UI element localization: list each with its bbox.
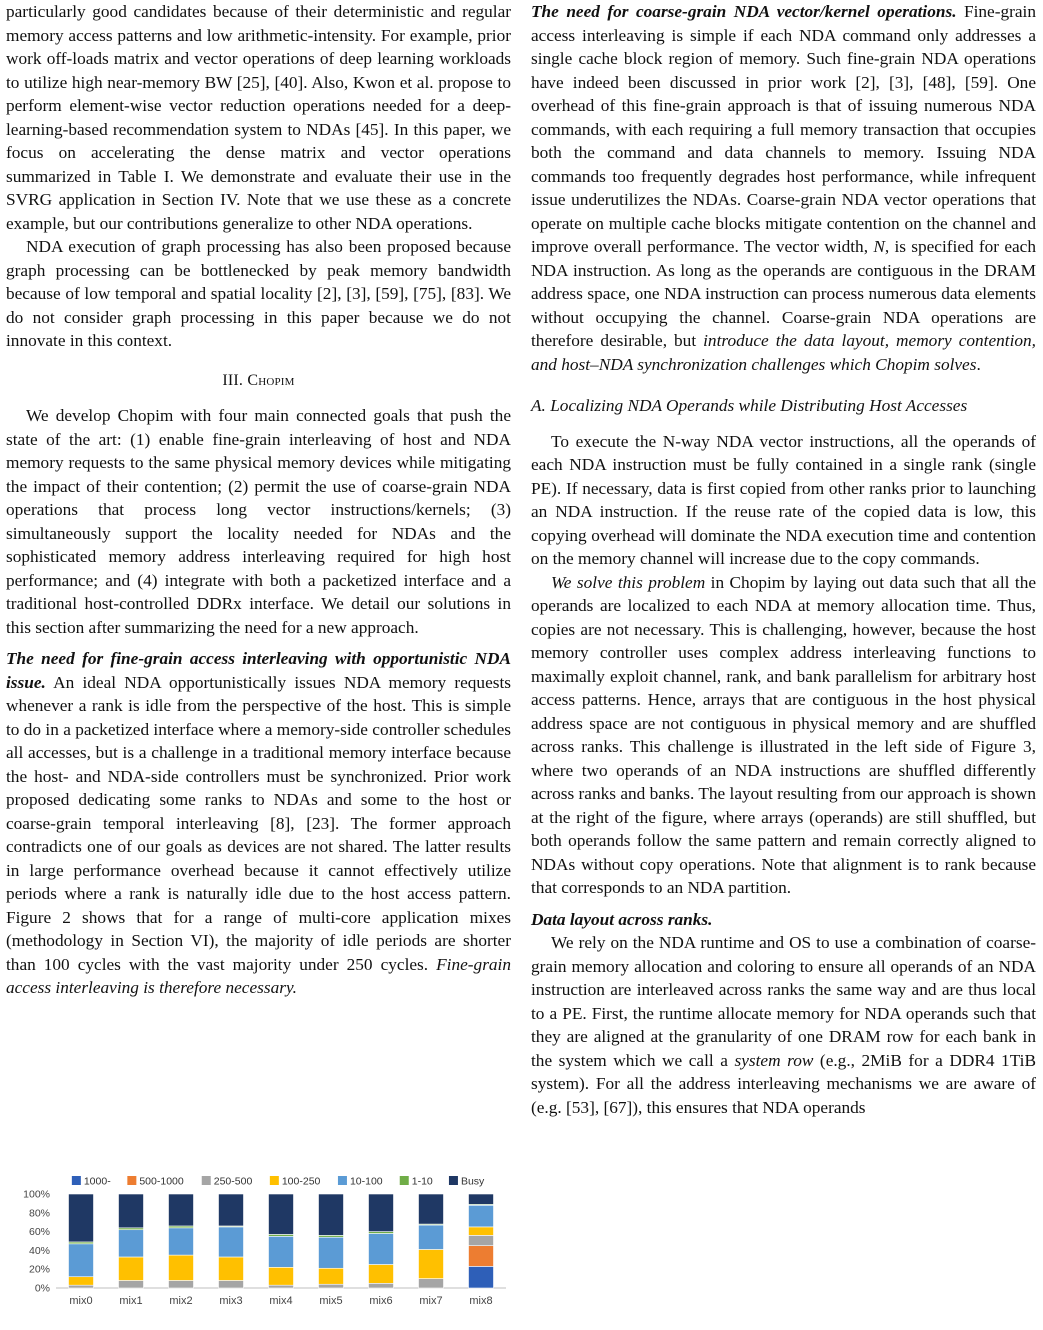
- paragraph-text: , is specified for each NDA instruction. As long as the operands are contiguous in the DRAM address space, one NDA instruction can process numerous data elements without occupying the channel. Coarse-grain NDA operations are therefore desirable, but: [531, 237, 1036, 350]
- x-tick-label: mix5: [319, 1295, 343, 1307]
- legend-swatch: [202, 1176, 211, 1185]
- bar-segment: [119, 1280, 144, 1288]
- subsection-heading: A. Localizing NDA Operands while Distributing Host Accesses: [531, 396, 968, 415]
- paragraph: [531, 0, 1036, 376]
- paragraph-heading: The need for fine-grain access interleaving with opportunistic NDA issue.: [6, 649, 511, 692]
- y-tick-label: 100%: [23, 1188, 50, 1201]
- bar-segment: [169, 1194, 194, 1226]
- paragraph: [531, 571, 1036, 900]
- emphasis: introduce the data layout, memory contention, and host–NDA synchronization challenges which Chopim solves: [531, 331, 1036, 374]
- paragraph: NDA execution of graph processing has also been proposed because graph processing can be bottlenecked by peak memory bandwidth because of low temporal and spatial locality [2], [3], [59], [75], [83]. We do not consider graph processing in this paper because we do not innovate in this context.: [6, 237, 511, 350]
- bar-segment: [219, 1227, 244, 1257]
- bar-segment: [369, 1283, 394, 1288]
- x-tick-label: mix8: [469, 1295, 493, 1307]
- legend-label: 10-100: [349, 1175, 383, 1188]
- legend-label: Busy: [460, 1175, 485, 1188]
- bar-segment: [269, 1236, 294, 1267]
- bar-segment: [469, 1205, 494, 1227]
- bar-segment: [119, 1194, 144, 1228]
- paragraph: We develop Chopim with four main connected goals that push the state of the art: (1) enable fine-grain interleaving of host and NDA memory requests to the same physical memory devices while mitigating the impact of their contention; (2) permit the use of coarse-grain NDA operations that process long vector instructions/kernels; (3) simultaneously support the locality needed for NDAs and the sophisticated memory address interleaving required for high host performance; and (4) integrate with both a packetized interface and a traditional host-controlled DDRx interface. We detail our solutions in this section after summarizing the need for a new approach.: [6, 406, 511, 637]
- bar-segment: [419, 1249, 444, 1278]
- paragraph-heading: The need for coarse-grain NDA vector/kernel operations.: [531, 2, 957, 21]
- x-tick-label: mix1: [119, 1295, 143, 1307]
- bar-segment: [69, 1285, 94, 1288]
- legend-label: 1-10: [411, 1175, 433, 1188]
- paragraph-text: Fine-grain access interleaving is simple if each NDA command only addresses a single cache block region of memory. Such fine-grain NDA operations have indeed been discussed in prior work [2], [3], [48], [59]. One overhead of this fine-grain approach is that of issuing numerous NDA commands, with each requiring a full memory transaction that occupies both the command and data channels to memory. Issuing NDA commands too frequently degrades host performance, while infrequent issue underutilizes the NDAs. Coarse-grain NDA vector operations that operate on multiple cache blocks mitigate contention on the channel and improve overall performance. The vector width,: [531, 2, 1036, 256]
- bar-segment: [369, 1265, 394, 1284]
- section-number: III.: [222, 371, 244, 389]
- bar-segment: [419, 1194, 444, 1224]
- x-tick-label: mix3: [219, 1295, 243, 1307]
- legend-label: 100-250: [281, 1175, 321, 1188]
- paragraph: [531, 908, 1036, 932]
- emphasis: Fine-grain access interleaving is therefore necessary.: [6, 954, 511, 997]
- paragraph-text: (e.g., 2MiB for a DDR4 1TiB system). For all the address interleaving mechanisms we are aware of (e.g. [53], [67]), this ensures that NDA operands: [531, 1050, 1036, 1117]
- bar-segment: [469, 1194, 494, 1204]
- bar-segment: [319, 1194, 344, 1235]
- bar-segment: [269, 1285, 294, 1288]
- bar-segment: [219, 1280, 244, 1288]
- bar-segment: [369, 1194, 394, 1232]
- section-title: Chopim: [247, 371, 295, 389]
- bar-segment: [319, 1237, 344, 1268]
- bar-segment: [269, 1267, 294, 1285]
- x-tick-label: mix6: [369, 1295, 393, 1307]
- stacked-bar-chart: [6, 1168, 511, 1325]
- bar-segment: [69, 1277, 94, 1285]
- bar-segment: [319, 1284, 344, 1288]
- bar-segment: [69, 1194, 94, 1242]
- y-tick-label: 0%: [34, 1282, 50, 1295]
- legend-swatch: [270, 1176, 279, 1185]
- bar-segment: [169, 1280, 194, 1288]
- y-tick-label: 80%: [28, 1207, 50, 1220]
- bar-segment: [469, 1246, 494, 1267]
- y-tick-label: 60%: [28, 1226, 50, 1239]
- legend-swatch: [72, 1176, 81, 1185]
- bar-segment: [319, 1268, 344, 1284]
- bar-segment: [169, 1255, 194, 1280]
- paragraph-text: We rely on the NDA runtime and OS to use a combination of coarse-grain memory allocation and coloring to ensure all operands of an NDA instruction are interleaved across ranks the same way and are thus local to a PE. First, the runtime allocate memory for NDA operands such that they are aligned at the granularity of one DRAM row for each bank in the system which we call a: [531, 933, 1036, 1070]
- paragraph: [6, 647, 511, 1000]
- x-tick-label: mix4: [269, 1295, 293, 1307]
- legend-swatch: [127, 1176, 136, 1185]
- paragraph-text: An ideal NDA opportunistically issues NDA memory requests whenever a rank is idle from the perspective of the host. This is simple to do in a packetized interface where a memory-side controller schedules all accesses, but is a challenge in a traditional memory interface because the host- and NDA-side controllers must be synchronized. Prior work proposed dedicating some ranks to NDAs and some to the host or coarse-grain temporal interleaving [8], [23]. The former approach contradicts one of our goals as devices are not shared. The latter results in large performance overhead because it cannot effectively utilize periods where a rank is naturally idle due to the host access pattern. Figure 2 shows that for a range of multi-core application mixes (methodology in Section VI), the majority of idle periods are shorter than 100 cycles with the vast majority under 250 cycles.: [6, 672, 511, 974]
- paragraph-text: in Chopim by laying out data such that all the operands are localized to each NDA at memory allocation time. Thus, copies are not necessary. This is challenging, however, because the host memory controller uses complex address interleaving functions to maximally exploit channel, rank, and bank parallelism for arbitrary host access patterns. Hence, arrays that are contiguous in the host physical address space are not contiguous in physical memory and are shuffled across ranks. This challenge is illustrated in the left side of Figure 3, where two operands of an NDA instructions are shuffled differently across ranks and banks. The layout resulting from our approach is shown at the right of the figure, where arrays (operands) are still shuffled, but both operands follow the same pattern and remain correctly aligned to NDAs without copy operations. Note that alignment is to rank because that corresponds to an NDA partition.: [531, 572, 1037, 897]
- emphasis: system row: [734, 1050, 814, 1070]
- bar-segment: [469, 1266, 494, 1288]
- bar-segment: [469, 1235, 494, 1245]
- y-tick-label: 40%: [28, 1244, 50, 1257]
- section-heading: [6, 369, 511, 393]
- emphasis: We solve this problem: [551, 572, 706, 592]
- y-tick-label: 20%: [28, 1263, 50, 1276]
- paragraph: To execute the N-way NDA vector instructions, all the operands of each NDA instruction must be fully contained in a single rank (single PE). If necessary, data is first copied from other ranks prior to launching an NDA instruction. If the reuse rate of the copied data is low, this copying overhead will dominate the NDA execution time and contention on the memory channel will increase due to the copy commands.: [531, 431, 1036, 568]
- paragraph-heading: Data layout across ranks.: [531, 909, 713, 929]
- legend-label: 500-1000: [139, 1175, 184, 1188]
- bar-segment: [269, 1194, 294, 1234]
- bar-segment: [219, 1257, 244, 1281]
- bar-segment: [119, 1257, 144, 1281]
- x-tick-label: mix0: [69, 1295, 93, 1307]
- paragraph-text: .: [976, 354, 981, 374]
- figure-2-idle-period-chart: [6, 1168, 511, 1325]
- bar-segment: [469, 1227, 494, 1235]
- legend-swatch: [449, 1176, 458, 1185]
- x-tick-label: mix7: [419, 1295, 443, 1307]
- left-column: [6, 0, 511, 1000]
- legend-label: 1000-: [83, 1175, 111, 1188]
- bar-segment: [419, 1225, 444, 1249]
- bar-segment: [119, 1230, 144, 1257]
- bar-segment: [169, 1228, 194, 1255]
- legend-swatch: [400, 1176, 409, 1185]
- paragraph: particularly good candidates because of their deterministic and regular memory access patterns and low arithmetic-intensity. For example, prior work off-loads matrix and vector operations of deep learning workloads to utilize high near-memory BW [25], [40]. Also, Kwon et al. propose to perform element-wise vector reduction operations needed for a deep-learning-based recommendation system to NDAs [45]. In this paper, we focus on accelerating the dense matrix and vector operations summarized in Table I. We demonstrate and evaluate their use in the SVRG application in Section IV. Note that we use these as a concrete example, but our contributions generalize to other NDA operations.: [6, 2, 511, 233]
- bar-segment: [69, 1244, 94, 1277]
- x-tick-label: mix2: [169, 1295, 193, 1307]
- bar-segment: [369, 1233, 394, 1264]
- bar-segment: [219, 1194, 244, 1226]
- paragraph: [531, 931, 1036, 1119]
- right-column: [531, 0, 1036, 1119]
- legend-swatch: [338, 1176, 347, 1185]
- legend-label: 250-500: [213, 1175, 253, 1188]
- bar-segment: [419, 1279, 444, 1288]
- math-variable: N: [873, 237, 885, 256]
